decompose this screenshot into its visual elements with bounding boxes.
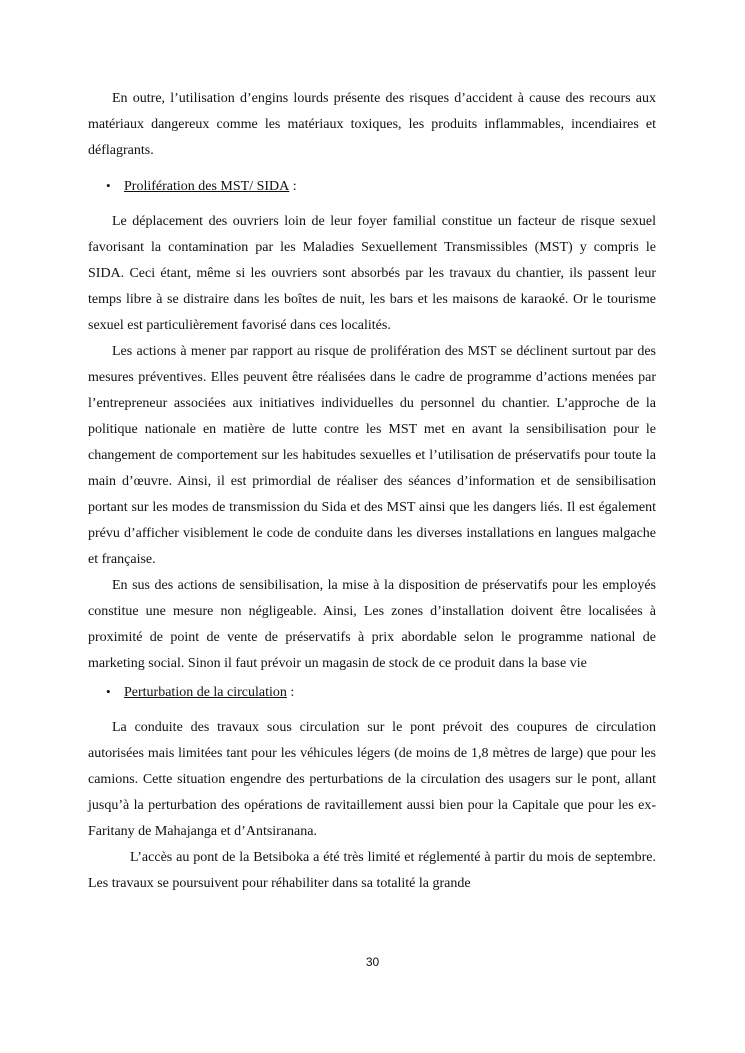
paragraph-conduite-travaux: La conduite des travaux sous circulation sur le pont prévoit des coupures de circulation autorisées mais limitées tant pour les véhicules légers (de moins de 1,8 mètres de large) que pour les camions. Cette situation engendre des perturbations de la circulation des usagers sur le pont, allant jusqu’à la perturbation des opérations de ravitaillement aussi bien pour la Capitale que pour les ex-Faritany de Mahajanga et d’Antsiranana.	[88, 720, 656, 839]
page-number: 30	[365, 955, 380, 969]
paragraph-deplacement-ouvriers: Le déplacement des ouvriers loin de leur foyer familial constitue un facteur de risque sexuel favorisant la contamination par les Maladies Sexuellement Transmissibles (MST) y compris le SIDA. Ceci étant, même si les ouvriers sont absorbés par les travaux du chantier, ils passent leur temps libre à se distraire dans les boîtes de nuit, les bars et les maisons de karaoké. Or le tourisme sexuel est particulièrement favorisé dans ces localités.	[88, 214, 656, 333]
paragraph-preservatifs: En sus des actions de sensibilisation, la mise à la disposition de préservatifs pour les employés constitue une mesure non négligeable. Ainsi, Les zones d’installation doivent être localisées à proximité de point de vente de préservatifs à prix abordable selon le programme national de marketing social. Sinon il faut prévoir un magasin de stock de ce produit dans la base vie	[88, 578, 656, 671]
document-page	[88, 86, 656, 897]
bullet-heading-title: Prolifération des MST/ SIDA	[124, 179, 290, 194]
bullet-heading-suffix: :	[289, 179, 297, 194]
paragraph-acces-pont: L’accès au pont de la Betsiboka a été très limité et réglementé à partir du mois de septembre. Les travaux se poursuivent pour réhabiliter dans sa totalité la grande	[88, 850, 656, 891]
bullet-dot-icon: •	[106, 178, 111, 193]
bullet-dot-icon: •	[106, 684, 111, 699]
bullet-heading-circulation	[88, 679, 656, 706]
bullet-heading-suffix: :	[286, 685, 295, 700]
paragraph-actions-mst: Les actions à mener par rapport au risque de prolifération des MST se déclinent surtout par des mesures préventives. Elles peuvent être réalisées dans le cadre de programme d’actions menées par l’entrepreneur associées aux initiatives individuelles du personnel du chantier. L’approche de la politique nationale en matière de lutte contre les MST met en avant la sensibilisation pour le changement de comportement sur les habitudes sexuelles et l’utilisation de préservatifs pour toute la main d’œuvre. Ainsi, il est primordial de réaliser des séances d’information et de sensibilisation portant sur les modes de transmission du Sida et des MST ainsi que les dangers liés. Il est également prévu d’afficher visiblement le code de conduite dans les diverses installations en langues malgache et française.	[88, 344, 656, 567]
bullet-heading-title: Perturbation de la circulation	[124, 685, 287, 700]
paragraph-engins-lourds: En outre, l’utilisation d’engins lourds présente des risques d’accident à cause des recours aux matériaux dangereux comme les matériaux toxiques, les produits inflammables, incendiaires et déflagrants.	[88, 91, 656, 158]
bullet-heading-mst-sida	[88, 173, 656, 200]
